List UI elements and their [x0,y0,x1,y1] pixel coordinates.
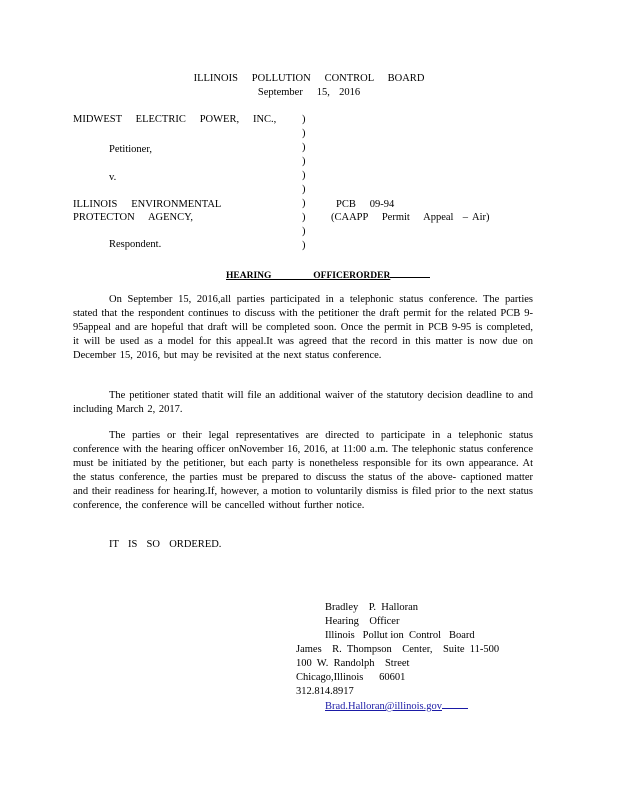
paragraph-2-text: The petitioner stated thatit will file an additional waiver of the statutory decision deadline to and including March 2, 2017. [73,390,533,415]
paragraph-1 [73,293,533,363]
heading-underline [390,268,430,278]
case-type: (CAAPP Permit Appeal – Air) [331,212,490,223]
email-underline [442,699,468,709]
signature-agency: Illinois Pollut ion Control Board [325,630,475,641]
respondent-role: Respondent. [109,239,162,250]
signature-address-1: James R. Thompson Center, Suite 11-500 [296,644,500,655]
paren: ) [302,212,306,223]
petitioner-role: Petitioner, [109,144,153,155]
paren: ) [302,114,306,125]
board-title: ILLINOIS POLLUTION CONTROL BOARD [193,73,425,84]
signature-name: Bradley P. Halloran [325,602,419,613]
paren: ) [302,184,306,195]
case-number: PCB 09-94 [336,199,395,210]
paragraph-1-text: On September 15, 2016,all parties participated in a telephonic status conference. The parties stated that the respondent continues to discuss with the petitioner the draft permit for the related PCB 9-95appeal and are hopeful that draft will be completed soon. Once the permit in PCB 9-95 is completed, it will be used as a model for this appeal.It was agreed that the record in this matter is now due on December 15, 2016, but may be revisited at the next status conference. [73,294,533,361]
signature-title: Hearing Officer [325,616,400,627]
email-text[interactable]: Brad.Halloran@illinois.gov [325,701,442,712]
paren: ) [302,198,306,209]
paragraph-2 [73,389,533,417]
signature-phone: 312.814.8917 [296,686,354,697]
signature-city: Chicago,Illinois 60601 [296,672,406,683]
email-link[interactable] [325,699,468,714]
signature-address-2: 100 W. Randolph Street [296,658,410,669]
paragraph-3 [73,429,533,513]
so-ordered: IT IS SO ORDERED. [109,539,222,550]
respondent-name-line1: ILLINOIS ENVIRONMENTAL [73,199,222,210]
versus: v. [109,172,117,183]
order-date: September 15, 2016 [257,87,361,98]
paren: ) [302,142,306,153]
paragraph-3-text: The parties or their legal representatives are directed to participate in a telephonic status conference with the hearing officer onNovember 16, 2016, at 11:00 a.m. The telephonic status conference must be initiated by the petitioner, but each party is nonetheless responsible for its own appearance. At the status conference, the parties must be prepared to discuss the status of the above- captioned matter and their readiness for hearing.If, however, a motion to voluntarily dismiss is filed prior to the next status conference, the conference will be cancelled without further notice. [73,430,533,511]
paren: ) [302,240,306,251]
order-heading-text: HEARING OFFICERORDER [226,271,391,281]
paren: ) [302,170,306,181]
respondent-name-line2: PROTECTON AGENCY, [73,212,193,223]
petitioner-name: MIDWEST ELECTRIC POWER, INC., [73,114,277,125]
paren: ) [302,128,306,139]
paren: ) [302,226,306,237]
order-heading [226,268,430,281]
paren: ) [302,156,306,167]
caption-parentheses [302,113,310,253]
